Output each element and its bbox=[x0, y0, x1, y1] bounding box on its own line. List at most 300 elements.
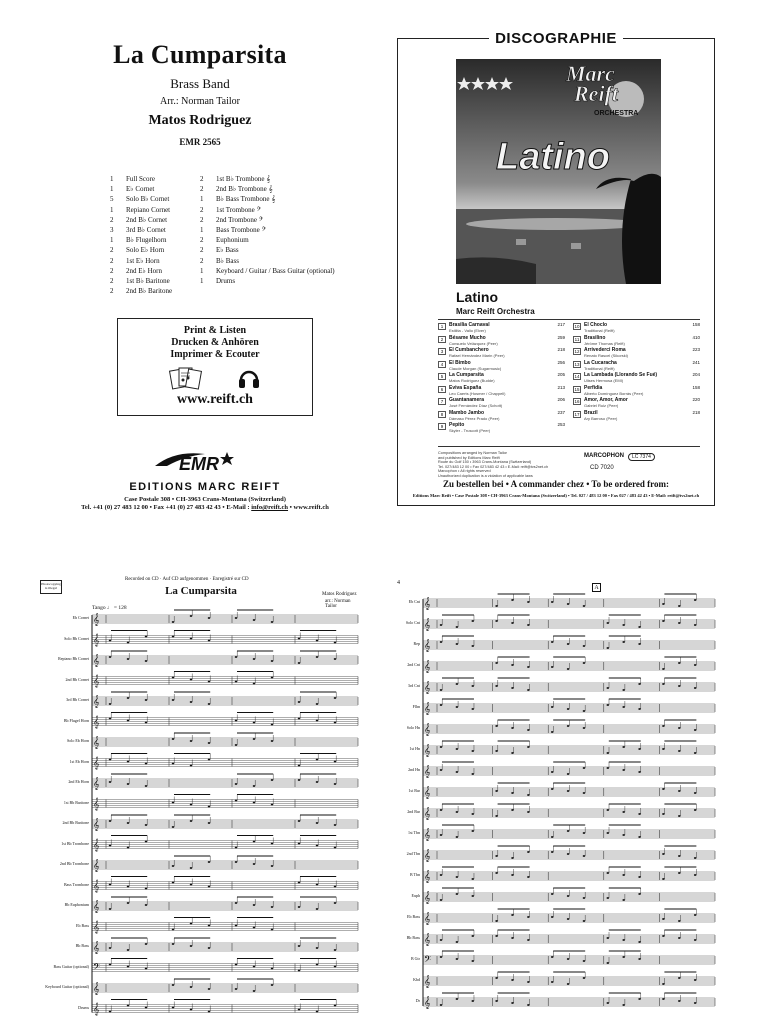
instrument-label: 1st Bb Baritone bbox=[63, 799, 89, 805]
instrument-row bbox=[200, 174, 340, 184]
track-list-bottom-rule bbox=[438, 446, 700, 447]
instrument-name: B♭ Bass Trombone 𝄞 bbox=[216, 195, 276, 204]
track-title-text: La Cucaracha bbox=[584, 359, 617, 366]
staff bbox=[92, 918, 358, 934]
clef-icon: 𝄞 bbox=[424, 639, 431, 652]
instrument-label: Bb Euphonium bbox=[64, 902, 89, 907]
instrument-label: Euph bbox=[411, 893, 420, 898]
arranger-credit: Arr.: Norman Tailor bbox=[160, 96, 240, 107]
instrument-label: Bb Flugel Horn bbox=[63, 717, 89, 723]
clef-icon: 𝄞 bbox=[93, 941, 100, 954]
photocopy-badge: Photocopying is illegal bbox=[40, 580, 62, 594]
catalog-number: EMR 2565 bbox=[179, 137, 221, 147]
instrument-quantity: 2 bbox=[110, 256, 114, 265]
staff bbox=[423, 657, 715, 673]
instrument-label: 2nd Cnt bbox=[407, 662, 420, 667]
instrument-row bbox=[200, 205, 340, 215]
track-title bbox=[584, 322, 687, 333]
instrument-row bbox=[110, 174, 205, 184]
instrument-quantity: 2 bbox=[110, 215, 114, 224]
track-row bbox=[438, 410, 565, 423]
staff bbox=[92, 938, 358, 954]
clef-icon: 𝄞 bbox=[93, 838, 100, 852]
track-title bbox=[584, 335, 687, 346]
headphones-icon bbox=[237, 366, 261, 390]
track-title bbox=[584, 372, 687, 383]
track-title bbox=[449, 385, 552, 396]
track-title bbox=[449, 410, 552, 421]
clef-icon: 𝄞 bbox=[93, 818, 100, 831]
staff bbox=[92, 754, 358, 770]
staff bbox=[92, 733, 358, 749]
staff bbox=[92, 959, 358, 975]
instrument-label: B Tbn bbox=[409, 872, 420, 877]
clef-icon: 𝄞 bbox=[93, 879, 100, 893]
instrument-label: 2nd Tbn bbox=[406, 851, 420, 856]
instrument-name: Full Score bbox=[126, 175, 155, 183]
track-composer: Dámaso Pérez Prado (Peer) bbox=[449, 415, 500, 421]
credit-line: Tel. 027/483 12 00 • Fax 027/483 42 43 • E-Mail: reift@tvs2net.ch bbox=[438, 464, 549, 469]
track-number: 1 bbox=[438, 323, 446, 330]
track-title bbox=[449, 397, 552, 408]
clef-icon: 𝄞 bbox=[93, 654, 100, 667]
print-listen-fr: Imprimer & Ecouter bbox=[170, 349, 260, 360]
instrument-name: Solo E♭ Horn bbox=[126, 246, 165, 255]
instrument-label: Bb Bass bbox=[406, 935, 420, 940]
track-title-text: El Bimbo bbox=[449, 359, 471, 366]
track-composer: Estilita - Valio (Elver) bbox=[449, 328, 486, 333]
publisher-email-link[interactable]: info@reift.ch bbox=[251, 504, 289, 511]
instrument-quantity: 2 bbox=[110, 266, 114, 275]
staff bbox=[423, 909, 715, 925]
clef-icon: 𝄞 bbox=[93, 920, 100, 934]
track-title-text: Bésame Mucho bbox=[449, 334, 486, 341]
track-code: 206 bbox=[557, 397, 565, 402]
score-title: La Cumparsita bbox=[165, 585, 237, 597]
instrument-row bbox=[110, 235, 205, 245]
track-code: 158 bbox=[692, 384, 700, 390]
track-number: 10 bbox=[574, 324, 580, 329]
instrument-row bbox=[200, 184, 340, 194]
track-composer: Leo Caerts (Hosmer / Chappell) bbox=[449, 390, 506, 396]
track-composer: Jérôme Thomas (Reift) bbox=[584, 340, 625, 346]
track-code: 410 bbox=[692, 334, 700, 340]
track-row bbox=[438, 360, 565, 373]
instrument-row bbox=[200, 245, 340, 255]
track-title-text: Brazil bbox=[584, 409, 598, 416]
clef-icon: 𝄞 bbox=[424, 597, 431, 610]
discography-box bbox=[397, 30, 715, 506]
instrument-label: Solo Hn bbox=[406, 725, 420, 730]
staff bbox=[423, 636, 715, 652]
svg-text:EMR: EMR bbox=[179, 454, 219, 474]
instrument-name: B♭ Bass bbox=[216, 256, 239, 265]
clef-icon: 𝄞 bbox=[424, 870, 431, 883]
score-page-2-staves bbox=[397, 575, 717, 1024]
staff bbox=[92, 631, 358, 647]
clef-icon: 𝄢 bbox=[424, 954, 432, 967]
credit-line: and published by Editions Marc Reift bbox=[438, 455, 500, 460]
track-code: 205 bbox=[557, 372, 565, 377]
track-list bbox=[438, 322, 700, 435]
track-code: 220 bbox=[692, 397, 700, 402]
staff bbox=[92, 979, 358, 995]
clef-icon: 𝄞 bbox=[424, 975, 431, 988]
clef-icon: 𝄞 bbox=[424, 723, 431, 736]
instrument-name: Drums bbox=[216, 277, 236, 286]
ensemble-subtitle: Brass Band bbox=[170, 76, 230, 91]
clef-icon: 𝄞 bbox=[93, 674, 100, 688]
staff bbox=[92, 692, 358, 708]
instrument-name: E♭ Cornet bbox=[126, 185, 155, 194]
instrument-quantity: 2 bbox=[110, 287, 114, 296]
staff bbox=[423, 846, 715, 862]
instrument-quantity: 1 bbox=[110, 185, 114, 194]
clef-icon: 𝄞 bbox=[93, 613, 100, 626]
track-title-text: Mambo Jambo bbox=[449, 409, 485, 416]
instrument-label: 3rd Bb Cornet bbox=[66, 697, 89, 702]
instrument-name: 2nd B♭ Trombone 𝄞 bbox=[216, 185, 273, 194]
instrument-name: Euphonium bbox=[216, 236, 249, 245]
staff bbox=[423, 972, 715, 988]
recorded-note: Recorded on CD · Auf CD aufgenommen · Enregistré sur CD bbox=[125, 577, 249, 582]
tempo-marking: Tango ♩ = 128 bbox=[92, 605, 127, 611]
instrument-name: 1st B♭ Trombone 𝄞 bbox=[216, 175, 271, 183]
instrument-quantity: 2 bbox=[200, 246, 204, 255]
clef-icon: 𝄞 bbox=[424, 933, 431, 946]
publisher-phone-fax: Tel. +41 (0) 27 483 12 00 • Fax +41 (0) 27 483 42 43 • E-Mail : bbox=[81, 504, 252, 511]
instrument-quantity: 1 bbox=[110, 205, 114, 214]
composer-name: Matos Rodriguez bbox=[148, 113, 252, 128]
track-composer: Traditional (Reift) bbox=[584, 365, 615, 371]
track-title bbox=[584, 385, 687, 396]
record-label: MARCOPHON bbox=[584, 453, 624, 459]
clef-icon: 𝄞 bbox=[424, 618, 431, 631]
instrument-name: B♭ Flugelhorn bbox=[126, 236, 167, 245]
instrument-row bbox=[200, 194, 340, 204]
score-arranger: arr.: Norman Tailor bbox=[325, 599, 351, 609]
instrument-row bbox=[110, 194, 205, 204]
track-title-text: Amor, Amor, Amor bbox=[584, 397, 628, 403]
instrument-row bbox=[200, 225, 340, 235]
track-code: 253 bbox=[557, 422, 565, 427]
track-composer: José Fernández Díaz (Schott) bbox=[449, 403, 503, 408]
track-row bbox=[573, 385, 700, 398]
cover-orchestra: ORCHESTRA bbox=[594, 110, 639, 117]
track-title-text: Perfidia bbox=[584, 384, 603, 391]
clef-icon: 𝄞 bbox=[93, 633, 100, 647]
instrument-row bbox=[200, 235, 340, 245]
instrument-name: Keyboard / Guitar / Bass Guitar (optional) bbox=[216, 266, 335, 275]
score-page-1 bbox=[40, 575, 362, 1024]
track-title bbox=[449, 335, 552, 346]
track-number: 12 bbox=[574, 349, 580, 354]
track-title bbox=[584, 397, 687, 408]
track-composer: Rafael Hernández Marin (Peer) bbox=[449, 353, 505, 358]
clef-icon: 𝄞 bbox=[424, 807, 431, 820]
track-title-text: Brasilino bbox=[584, 334, 606, 341]
track-number: 6 bbox=[438, 386, 446, 393]
track-title bbox=[584, 360, 687, 371]
track-code: 218 bbox=[557, 347, 565, 352]
track-number: 17 bbox=[574, 411, 580, 417]
instrument-label: Solo Cnt bbox=[405, 620, 420, 625]
clef-icon: 𝄢 bbox=[93, 961, 101, 975]
score-composer: Matos Rodriguez bbox=[322, 592, 357, 597]
track-row bbox=[573, 335, 700, 348]
track-row bbox=[438, 372, 565, 385]
track-title bbox=[584, 347, 687, 358]
instrument-quantity: 2 bbox=[200, 215, 204, 224]
staff bbox=[423, 993, 715, 1009]
recording-credits bbox=[438, 451, 558, 479]
clef-icon: 𝄞 bbox=[424, 660, 431, 673]
track-composer: Consuelo Velázquez (Peer) bbox=[449, 340, 498, 346]
track-code: 256 bbox=[557, 359, 565, 365]
track-number: 8 bbox=[438, 411, 446, 418]
order-heading: Zu bestellen bei • A commander chez • To be ordered from: bbox=[442, 479, 670, 489]
staff bbox=[92, 774, 358, 790]
track-title-text: La Lambada (Llorando Se Fué) bbox=[584, 372, 658, 378]
track-composer: Gabriel Ruiz (Peer) bbox=[584, 403, 619, 408]
instrument-quantity: 5 bbox=[110, 195, 114, 204]
track-title bbox=[584, 410, 687, 421]
clef-icon: 𝄞 bbox=[424, 786, 431, 799]
track-code: 158 bbox=[692, 322, 700, 327]
instrument-name: 2nd B♭ Baritone bbox=[126, 287, 173, 296]
instrument-quantity: 2 bbox=[200, 205, 204, 214]
instrument-row bbox=[200, 256, 340, 266]
clef-icon: 𝄞 bbox=[93, 1002, 100, 1016]
instrument-label: 2nd Eb Horn bbox=[68, 779, 89, 784]
track-number: 15 bbox=[574, 386, 580, 392]
instrument-row bbox=[110, 245, 205, 255]
instrument-label: 2nd Bb Cornet bbox=[65, 676, 89, 682]
track-number: 5 bbox=[438, 373, 446, 380]
instrument-label: B Gtr bbox=[411, 956, 420, 961]
emr-logo-icon bbox=[145, 448, 265, 474]
staff bbox=[423, 615, 715, 631]
staff bbox=[423, 867, 715, 883]
track-composer: Renato Rascel (Sikorski) bbox=[584, 353, 629, 358]
clef-icon: 𝄞 bbox=[93, 756, 100, 770]
track-code: 241 bbox=[692, 359, 700, 365]
instrument-name: Solo B♭ Cornet bbox=[126, 195, 170, 204]
track-number: 14 bbox=[574, 374, 580, 379]
instrument-label: 2nd Bar bbox=[407, 809, 420, 814]
track-title bbox=[449, 347, 552, 358]
album-title: Latino bbox=[456, 289, 498, 305]
instrument-quantity: 2 bbox=[110, 246, 114, 255]
publisher-name: EDITIONS MARC REIFT bbox=[129, 481, 281, 493]
instrument-quantity: 2 bbox=[110, 277, 114, 286]
clef-icon: 𝄞 bbox=[424, 996, 431, 1009]
publisher-address-line2 bbox=[40, 504, 370, 512]
track-row bbox=[573, 397, 700, 410]
instrument-row bbox=[110, 225, 205, 235]
instrument-label: 1st Tbn bbox=[407, 830, 420, 835]
instrument-name: E♭ Bass bbox=[216, 246, 239, 255]
track-title-text: Guantanamera bbox=[449, 397, 485, 403]
track-code: 259 bbox=[557, 334, 565, 340]
track-code: 237 bbox=[557, 409, 565, 415]
instrument-label: Drums bbox=[78, 1004, 89, 1010]
publisher-block bbox=[40, 448, 370, 512]
sheet-music-icon bbox=[169, 366, 203, 390]
clef-icon: 𝄞 bbox=[424, 849, 431, 862]
instrument-name: 1st Trombone 𝄢 bbox=[216, 205, 261, 214]
clef-icon: 𝄞 bbox=[93, 777, 100, 790]
label-code: LC 7374 bbox=[628, 453, 655, 461]
instrument-label: Bass Trombone bbox=[63, 881, 89, 887]
instrument-label: 1st Bar bbox=[408, 788, 420, 793]
clef-icon: 𝄞 bbox=[424, 744, 431, 757]
instrument-label: Eb Bass bbox=[407, 914, 420, 919]
print-listen-box bbox=[117, 318, 313, 416]
track-composer: Traditional (Reift) bbox=[584, 328, 615, 333]
track-title bbox=[449, 372, 552, 383]
publisher-address bbox=[40, 496, 370, 512]
instrument-quantity: 3 bbox=[110, 226, 114, 235]
staff bbox=[423, 951, 715, 967]
track-title-text: Pepito bbox=[449, 422, 465, 428]
instrument-label: Eb Cornet bbox=[72, 615, 89, 620]
instrument-name: 2nd Trombone 𝄢 bbox=[216, 215, 264, 224]
instrument-row bbox=[110, 256, 205, 266]
staff bbox=[92, 856, 358, 872]
cd-number: CD 7020 bbox=[590, 465, 614, 471]
order-address: Editions Marc Reift • Case Postale 308 • CH-3963 Crans-Montana (Switzerland) • Tel. 027 / 483 12 00 • Fax 027 / 483 42 43 • E-Mail: reift@tvs2net.ch bbox=[412, 493, 700, 498]
instrument-quantity: 1 bbox=[200, 226, 204, 235]
instrument-label: Flhn bbox=[412, 704, 420, 709]
instrument-row bbox=[110, 286, 205, 296]
staff bbox=[423, 783, 715, 799]
instrument-label: 1st Hn bbox=[409, 746, 420, 751]
track-row bbox=[438, 422, 565, 435]
print-listen-en: Print & Listen bbox=[183, 325, 247, 336]
staff bbox=[92, 672, 358, 688]
staff bbox=[423, 930, 715, 946]
album-cover-art bbox=[456, 59, 661, 284]
track-title bbox=[449, 422, 552, 433]
credit-line: Unauthorized duplication is a violation of applicable laws bbox=[438, 473, 533, 478]
track-list-top-rule bbox=[438, 319, 700, 320]
instrument-label: 3rd Cnt bbox=[407, 683, 420, 688]
instrument-label: Bb Bass bbox=[75, 943, 89, 948]
clef-icon: 𝄞 bbox=[93, 982, 100, 995]
instrumentation-list-left bbox=[110, 174, 205, 296]
album-cover bbox=[456, 59, 661, 284]
clef-icon: 𝄞 bbox=[424, 765, 431, 778]
track-number: 2 bbox=[438, 336, 446, 343]
track-row bbox=[438, 385, 565, 398]
track-number: 11 bbox=[574, 336, 580, 342]
instrument-label: Bass Guitar (optional) bbox=[53, 963, 89, 969]
staff bbox=[423, 699, 715, 715]
score-page-2 bbox=[397, 575, 717, 1024]
track-title-text: Arrivederci Roma bbox=[584, 347, 626, 353]
instrument-label: Kbd bbox=[413, 977, 420, 982]
track-row bbox=[438, 335, 565, 348]
instrument-label: Eb Bass bbox=[76, 922, 89, 928]
rehearsal-mark: A bbox=[592, 583, 601, 592]
instrument-label: 2nd Hn bbox=[408, 767, 420, 772]
track-title-text: El Cumbanchero bbox=[449, 347, 489, 353]
clef-icon: 𝄞 bbox=[424, 702, 431, 715]
instrument-label: 2nd Bb Baritone bbox=[62, 820, 89, 825]
track-title-text: Eviva España bbox=[449, 384, 482, 391]
instrument-name: 2nd B♭ Cornet bbox=[126, 215, 168, 224]
track-code: 218 bbox=[692, 409, 700, 415]
website-link[interactable]: www.reift.ch bbox=[177, 392, 253, 407]
instrument-quantity: 1 bbox=[110, 236, 114, 245]
track-code: 217 bbox=[557, 322, 565, 327]
staff bbox=[92, 651, 358, 667]
instrument-label: 1st Eb Horn bbox=[69, 758, 89, 764]
track-row bbox=[438, 347, 565, 360]
track-row bbox=[438, 322, 565, 335]
track-title-text: Brasilia Carnaval bbox=[449, 322, 490, 328]
track-number: 7 bbox=[438, 398, 446, 405]
credit-line: Marcophon • All rights reserved bbox=[438, 469, 491, 474]
instrument-row bbox=[200, 266, 340, 276]
publisher-web: • www.reift.ch bbox=[288, 504, 329, 511]
staff bbox=[92, 815, 358, 831]
track-row bbox=[438, 397, 565, 410]
instrument-label: Repiano Bb Cornet bbox=[58, 656, 89, 661]
track-composer: Ulises Hermosa (EMI) bbox=[584, 378, 624, 383]
staff bbox=[92, 713, 358, 729]
staff bbox=[423, 825, 715, 841]
instrument-row bbox=[110, 205, 205, 215]
track-row bbox=[573, 347, 700, 360]
clef-icon: 𝄞 bbox=[93, 797, 100, 811]
staff bbox=[423, 888, 715, 904]
publisher-address-line1: Case Postale 308 • CH-3963 Crans-Montana (Switzerland) bbox=[124, 496, 286, 503]
cover-artist-line1: Marc bbox=[566, 61, 615, 86]
track-title-text: El Choclo bbox=[584, 322, 608, 328]
print-listen-de: Drucken & Anhören bbox=[171, 337, 259, 348]
title-block bbox=[40, 40, 360, 147]
instrument-quantity: 2 bbox=[200, 256, 204, 265]
clef-icon: 𝄞 bbox=[424, 912, 431, 925]
cover-album-title: Latino bbox=[496, 136, 610, 178]
staff bbox=[423, 594, 715, 610]
instrument-quantity: 2 bbox=[200, 185, 204, 194]
staff bbox=[423, 804, 715, 820]
instrument-label: Dr bbox=[415, 998, 420, 1003]
clef-icon: 𝄞 bbox=[424, 828, 431, 841]
track-list-left bbox=[438, 322, 565, 435]
staff bbox=[92, 836, 358, 852]
cover-artist-line2: Reift bbox=[574, 81, 618, 106]
instrument-quantity: 1 bbox=[110, 175, 114, 183]
track-composer: Skyler - Truscott (Peer) bbox=[449, 428, 491, 433]
track-code: 223 bbox=[692, 347, 700, 352]
piece-title: La Cumparsita bbox=[113, 40, 287, 69]
staff bbox=[92, 877, 358, 893]
track-row bbox=[573, 360, 700, 373]
instrument-row bbox=[110, 184, 205, 194]
track-title-text: La Cumparsita bbox=[449, 372, 484, 378]
clef-icon: 𝄞 bbox=[93, 695, 100, 708]
clef-icon: 𝄞 bbox=[424, 681, 431, 694]
staff bbox=[423, 741, 715, 757]
instrument-quantity: 1 bbox=[200, 266, 204, 275]
staff bbox=[92, 610, 358, 626]
track-number: 4 bbox=[438, 361, 446, 368]
track-number: 16 bbox=[574, 399, 580, 404]
